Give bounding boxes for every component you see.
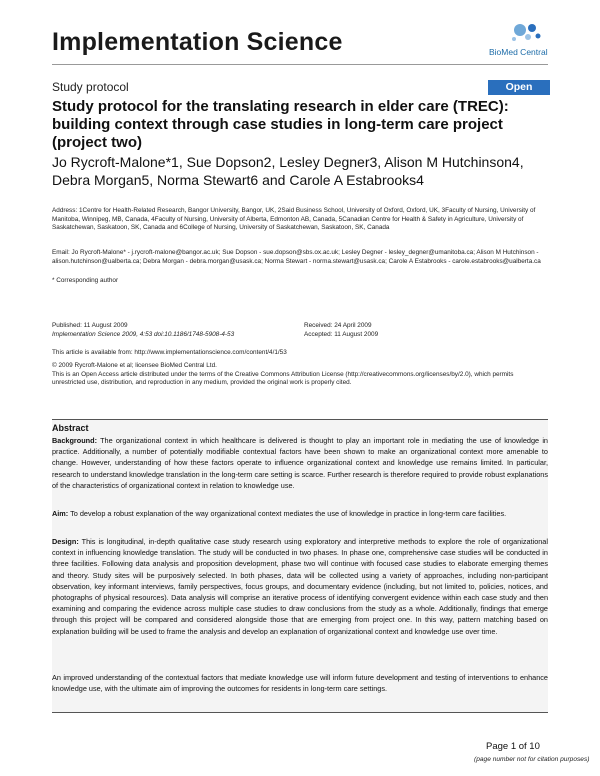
corresponding-author-note: * Corresponding author: [52, 277, 119, 284]
publisher-logo-text: BioMed Central: [489, 47, 548, 57]
header-divider: [52, 64, 548, 65]
author-line-2: Debra Morgan5, Norma Stewart6 and Carole A Estabrooks4: [52, 172, 424, 188]
aim-text: To develop a robust explanation of the way organizational context mediates the use of knowledge in practice in long-term care facilities.: [68, 509, 507, 518]
abstract-heading: Abstract: [52, 423, 89, 433]
abstract-design: [52, 536, 548, 637]
article-type: Study protocol: [52, 80, 129, 94]
author-list: [52, 153, 552, 189]
abstract-divider: [52, 419, 548, 420]
open-access-badge: Open Access: [488, 80, 550, 95]
article-title: Study protocol for the translating research in elder care (TREC): building context through case studies in long-term care project (project two): [52, 98, 509, 151]
background-text: The organizational context in which healthcare is delivered is thought to play an important role in mediating the use of knowledge in practice. Additionally, a number of potentially modifiable contextual factors have been shown to make an organizational context more amenable to change. However, understanding of how these factors operate to influence organizational context and knowledge use remains limited. In particular, research to understand knowledge translation in the long-term care setting is scarce. Further research is therefore required to provide robust explanations of the characteristics of organizational context in relation to knowledge use.: [52, 436, 548, 490]
license-statement: This is an Open Access article distributed under the terms of the Creative Commons Attribution License (http://creativecommons.org/licenses/by/2.0), which permits unrestricted use, distribution, and reproduction in any medium, provided the original work is properly cited.: [52, 370, 514, 387]
availability-url: This article is available from: http://www.implementationscience.com/content/4/1/53: [52, 349, 287, 356]
publication-info-left: [52, 322, 292, 339]
page-number: Page 1 of 10: [486, 741, 540, 752]
citation: Implementation Science 2009, 4:53 doi:10.1186/1748-5908-4-53: [52, 330, 235, 338]
aim-label: Aim:: [52, 509, 69, 518]
received-date: Received: 24 April 2009: [304, 322, 372, 329]
author-line-1: Jo Rycroft-Malone*1, Sue Dopson2, Lesley Degner3, Alison M Hutchinson4,: [52, 154, 524, 170]
background-label: Background:: [52, 436, 97, 445]
published-date: Published: 11 August 2009: [52, 322, 128, 329]
design-text: This is longitudinal, in-depth qualitative case study research using exploratory and interpretive methods to explore the role of organizational context in influencing knowledge translation. The study will be conducted in two phases. In phase one, comprehensive case studies will be conducted in three facilities. Following data analysis and proposition development, phase two will continue with focused case studies to elaborate emerging themes and theory. Study sites will be purposively selected. In both phases, data will be collected using a variety of approaches, including non-participant observation, key informant interviews, family perspectives, focus groups, and documentary evidence (including, but not limited to, policies, notices, and photographs of physical resources). Data analysis will comprise an iterative process of identifying convergent evidence within each case study and then examining and comparing the evidence across multiple case studies to draw conclusions from the study as a whole. Additionally, findings that emerge through this project will be compared and considered alongside those that are emerging from project one. In this way, pattern matching based on explanation building will be used to frame the analysis and develop an explanation of organizational context and knowledge use over time.: [52, 537, 548, 636]
author-emails: Email: Jo Rycroft-Malone* - j.rycroft-malone@bangor.ac.uk; Sue Dopson - sue.dopson@sbs.ox.ac.uk; Lesley Degner - lesley_degner@umanitoba.ca; Alison M Hutchinson - alison.hutchinson@ualberta.ca; Debra Morgan - debra.morgan@usask.ca; Norma Stewart - norma.stewart@usask.ca; Carole A Estabrooks - carole.estabrooks@ualberta.ca: [52, 249, 541, 265]
affiliation-address: Address: 1Centre for Health-Related Research, Bangor University, Bangor, UK, 2Said Business School, University of Oxford, Oxford, UK, 3Faculty of Nursing, University of Manitoba, Winnipeg, MB, Canada, 4Faculty of Nursing, University of Alberta, Edmonton AB, Canada, 5Canadian Centre for Health & Safety in Agriculture, University of Saskatchewan, Saskatoon, SK, Canada and 6College of Nursing, University of Saskatchewan, Saskatoon, SK, Canada: [52, 207, 536, 232]
abstract-aim: [52, 508, 548, 519]
accepted-date: Accepted: 11 August 2009: [304, 330, 379, 338]
page-number-note: (page number not for citation purposes): [474, 756, 590, 763]
copyright-notice: [52, 362, 548, 388]
publication-info-right: [304, 322, 544, 339]
abstract-background: [52, 435, 548, 491]
abstract-implication: An improved understanding of the contextual factors that mediate knowledge use will inform future development and testing of interventions to enhance knowledge use, with the ultimate aim of improving the outcomes for residents in long-term care settings.: [52, 673, 548, 694]
copyright-line: © 2009 Rycroft-Malone et al; licensee BioMed Central Ltd.: [52, 362, 217, 369]
design-label: Design:: [52, 537, 79, 546]
journal-title: Implementation Science: [52, 28, 343, 56]
